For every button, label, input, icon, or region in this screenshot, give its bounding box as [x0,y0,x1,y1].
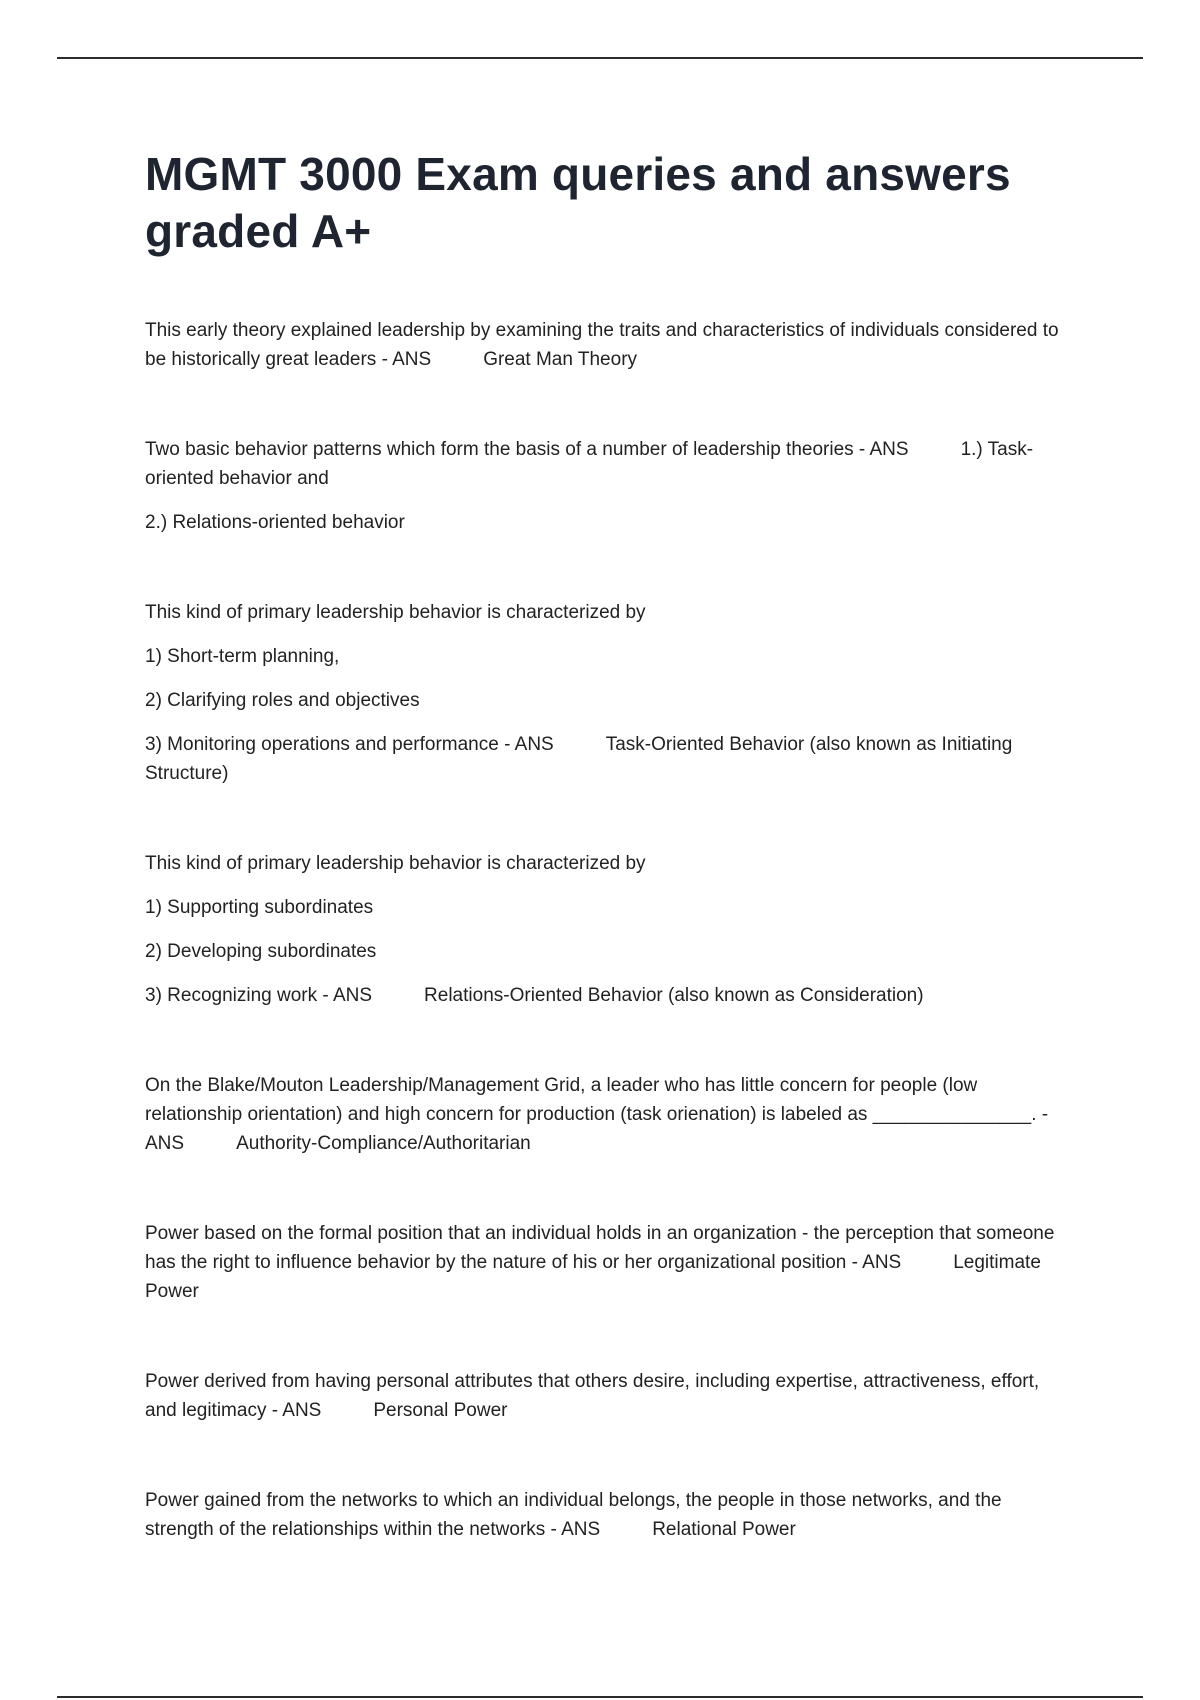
qa-line [145,937,1075,966]
qa-line [145,1219,1075,1306]
qa-entry [145,1071,1075,1158]
answer-text: Personal Power [373,1400,508,1421]
qa-line [145,435,1075,493]
qa-line [145,686,1075,715]
answer-text: 2.) Relations-oriented behavior [145,512,405,533]
bottom-divider [57,1696,1143,1698]
qa-line [145,1486,1075,1544]
qa-line [145,316,1075,374]
question-text: On the Blake/Mouton Leadership/Management Grid, a leader who has little concern for people (low relationship orientation) and high concern for production (task orienation) is labeled as _______________. - ANS [145,1075,1049,1154]
question-text: 1) Short-term planning, [145,646,340,667]
qa-line [145,1071,1075,1158]
qa-entry [145,435,1075,537]
answer-text: Task-Oriented Behavior (also known as Initiating Structure) [145,734,1013,784]
answer-text: Relations-Oriented Behavior (also known as Consideration) [424,985,924,1006]
qa-entry [145,598,1075,788]
question-text: 3) Recognizing work - ANS [145,985,373,1006]
top-divider [57,57,1143,59]
question-text: This kind of primary leadership behavior is characterized by [145,602,646,623]
qa-line [145,598,1075,627]
question-text: 2) Developing subordinates [145,941,377,962]
question-text: 1) Supporting subordinates [145,897,374,918]
qa-line [145,893,1075,922]
qa-entry [145,1486,1075,1544]
qa-line [145,508,1075,537]
qa-entry [145,1219,1075,1306]
question-text: This kind of primary leadership behavior is characterized by [145,853,646,874]
question-text: Power based on the formal position that an individual holds in an organization - the perception that someone has the right to influence behavior by the nature of his or her organizational position - ANS [145,1223,1055,1273]
document-title: MGMT 3000 Exam queries and answers graded A+ [145,148,1011,257]
qa-entry [145,849,1075,1010]
question-text: 3) Monitoring operations and performance - ANS [145,734,554,755]
question-text: Power derived from having personal attributes that others desire, including expertise, attractiveness, effort, and legitimacy - ANS [145,1371,1040,1421]
question-text: Power gained from the networks to which an individual belongs, the people in those networks, and the strength of the relationships within the networks - ANS [145,1490,1002,1540]
question-text: This early theory explained leadership by examining the traits and characteristics of individuals considered to be historically great leaders - ANS [145,320,1059,370]
answer-text: 1.) Task-oriented behavior and [145,439,1034,489]
qa-entry [145,1367,1075,1425]
qa-entry [145,316,1075,374]
qa-line [145,642,1075,671]
question-text: 2) Clarifying roles and objectives [145,690,420,711]
qa-line [145,849,1075,878]
qa-line [145,730,1075,788]
answer-text: Authority-Compliance/Authoritarian [236,1133,531,1154]
answer-text: Legitimate Power [145,1252,1041,1302]
document-page [145,146,1075,1605]
question-text: Two basic behavior patterns which form the basis of a number of leadership theories - ANS [145,439,909,460]
qa-line [145,981,1075,1010]
answer-text: Great Man Theory [483,349,638,370]
qa-line [145,1367,1075,1425]
answer-text: Relational Power [652,1519,796,1540]
